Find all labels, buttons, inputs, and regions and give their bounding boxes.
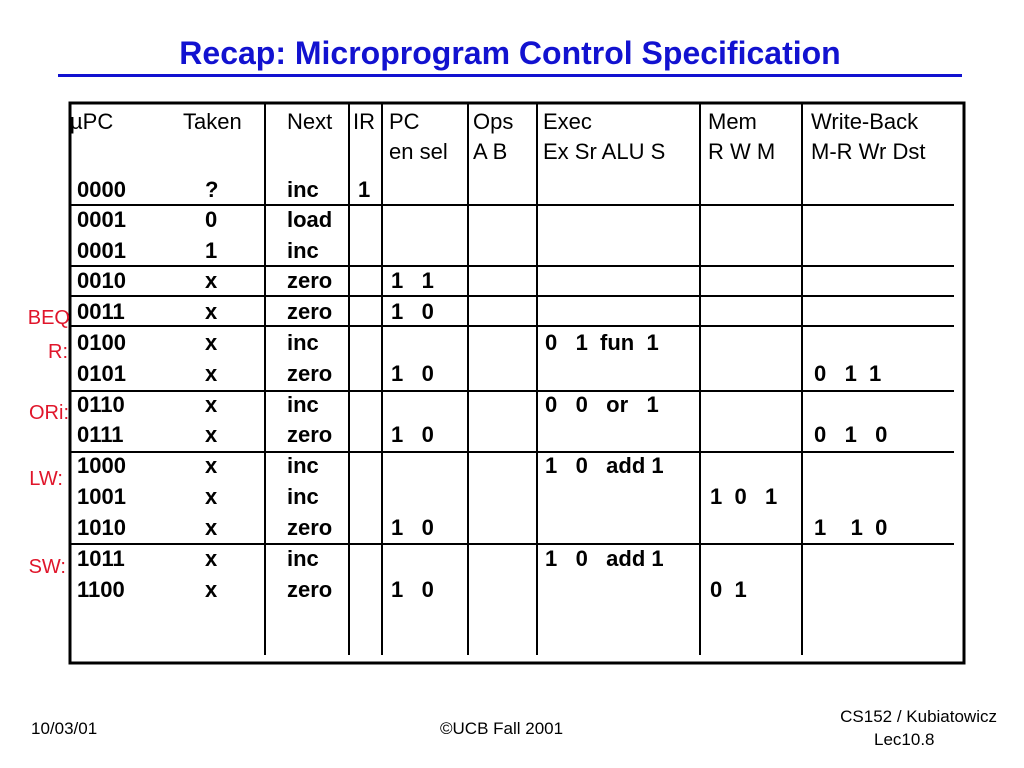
- side-label-sw: SW:: [28, 556, 66, 578]
- side-label-lw: LW:: [29, 468, 63, 490]
- cell-next: inc: [287, 484, 319, 509]
- header-pc-sub: en sel: [389, 139, 448, 164]
- cell-taken: x: [205, 268, 218, 293]
- cell-next: inc: [287, 177, 319, 202]
- cell-taken: ?: [205, 177, 219, 202]
- cell-exec: 1 0 add 1: [545, 453, 664, 478]
- header-next: Next: [287, 109, 333, 134]
- cell-exec: 0 0 or 1: [545, 392, 659, 417]
- cell-write-back: 0 1 1: [814, 361, 882, 386]
- cell-pc: 1 1: [391, 268, 434, 293]
- cell-next: inc: [287, 330, 319, 355]
- cell-next: inc: [287, 392, 319, 417]
- cell-upc: 1100: [77, 577, 125, 602]
- cell-next: zero: [287, 422, 333, 447]
- header-ops-sub: A B: [473, 139, 508, 164]
- cell-upc: 1000: [77, 453, 126, 478]
- cell-upc: 0010: [77, 268, 126, 293]
- side-label-beq: BEQ: [27, 307, 70, 329]
- cell-taken: 1: [205, 238, 218, 263]
- cell-next: load: [287, 207, 333, 232]
- header-ir: IR: [353, 109, 375, 134]
- header-exec: Exec: [543, 109, 592, 134]
- cell-upc: 0001: [77, 238, 126, 263]
- header-exec-sub: Ex Sr ALU S: [543, 139, 666, 164]
- cell-upc: 0000: [77, 177, 126, 202]
- header-mem-sub: R W M: [708, 139, 776, 164]
- cell-ir: 1: [358, 177, 371, 202]
- cell-next: zero: [287, 268, 333, 293]
- cell-upc: 0101: [77, 361, 126, 386]
- footer-date: 10/03/01: [31, 719, 98, 738]
- side-label-beq-r: R:: [48, 341, 68, 363]
- cell-next: inc: [287, 546, 319, 571]
- cell-pc: 1 0: [391, 515, 434, 540]
- cell-next: inc: [287, 238, 319, 263]
- cell-exec: 0 1 fun 1: [545, 330, 659, 355]
- cell-next: zero: [287, 577, 333, 602]
- header-pc: PC: [389, 109, 420, 134]
- header-taken: Taken: [183, 109, 242, 134]
- cell-upc: 0111: [77, 422, 124, 447]
- cell-mem: 0 1: [710, 577, 747, 602]
- cell-next: zero: [287, 299, 333, 324]
- cell-taken: x: [205, 392, 218, 417]
- footer-lecture: Lec10.8: [874, 730, 935, 749]
- cell-upc: 1010: [77, 515, 126, 540]
- cell-upc: 0100: [77, 330, 126, 355]
- header-write-back: Write-Back: [811, 109, 919, 134]
- slide-title: Recap: Microprogram Control Specification: [58, 32, 962, 77]
- cell-pc: 1 0: [391, 299, 434, 324]
- cell-mem: 1 0 1: [710, 484, 778, 509]
- cell-upc: 1011: [77, 546, 125, 571]
- side-label-ori: ORi:: [29, 402, 69, 424]
- cell-exec: 1 0 add 1: [545, 546, 664, 571]
- cell-upc: 1001: [77, 484, 126, 509]
- cell-taken: 0: [205, 207, 218, 232]
- cell-taken: x: [205, 422, 218, 447]
- cell-taken: x: [205, 515, 218, 540]
- cell-upc: 0110: [77, 392, 125, 417]
- cell-taken: x: [205, 453, 218, 478]
- footer-course: CS152 / Kubiatowicz: [840, 707, 997, 726]
- cell-taken: x: [205, 484, 218, 509]
- column-dividers: [265, 103, 802, 655]
- header-upc: µPC: [70, 109, 114, 134]
- cell-taken: x: [205, 361, 218, 386]
- cell-upc: 0001: [77, 207, 126, 232]
- cell-taken: x: [205, 546, 218, 571]
- cell-taken: x: [205, 299, 218, 324]
- cell-write-back: 1 1 0: [814, 515, 888, 540]
- header-ops: Ops: [473, 109, 514, 134]
- cell-pc: 1 0: [391, 361, 434, 386]
- cell-next: zero: [287, 361, 333, 386]
- cell-pc: 1 0: [391, 577, 434, 602]
- header-write-back-sub: M-R Wr Dst: [811, 139, 926, 164]
- footer-copyright: ©UCB Fall 2001: [440, 719, 564, 738]
- header-mem: Mem: [708, 109, 757, 134]
- cell-upc: 0011: [77, 299, 125, 324]
- cell-taken: x: [205, 330, 218, 355]
- cell-pc: 1 0: [391, 422, 434, 447]
- cell-taken: x: [205, 577, 218, 602]
- cell-next: inc: [287, 453, 319, 478]
- cell-next: zero: [287, 515, 333, 540]
- cell-write-back: 0 1 0: [814, 422, 888, 447]
